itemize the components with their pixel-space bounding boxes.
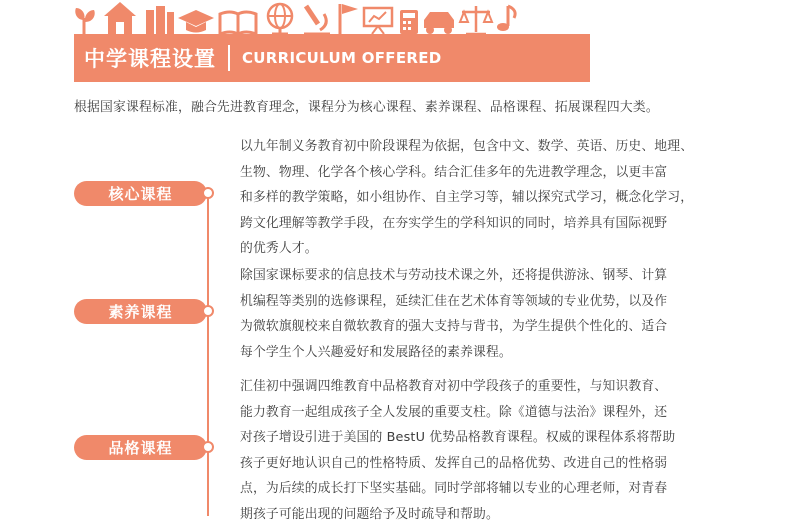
tag-core-courses: 核心课程 — [74, 181, 207, 206]
text-line: 期孩子可能出现的问题给予及时疏导和帮助。 — [240, 502, 700, 527]
text-line: 跨文化理解等教学手段，在夯实学生的学科知识的同时，培养具有国际视野 — [240, 211, 700, 237]
flag-icon — [340, 4, 358, 34]
text-line: 除国家课标要求的信息技术与劳动技术课之外，还将提供游泳、钢琴、计算 — [240, 263, 700, 289]
text-line: 以九年制义务教育初中阶段课程为依据，包含中文、数学、英语、历史、地理、 — [240, 134, 700, 160]
presentation-board-icon — [364, 8, 392, 34]
text-line: 汇佳初中强调四维教育中品格教育对初中学段孩子的重要性，与知识教育、 — [240, 374, 700, 400]
graduation-cap-icon — [178, 10, 214, 33]
timeline-line — [207, 190, 209, 516]
microscope-icon — [304, 6, 330, 34]
text-line: 的优秀人才。 — [240, 236, 700, 262]
tag-literacy-courses: 素养课程 — [74, 299, 207, 324]
page-title: 中学课程设置 — [74, 43, 216, 73]
globe-icon — [268, 4, 292, 34]
house-icon — [104, 2, 136, 34]
text-line: 能力教育一起组成孩子全人发展的重要支柱。除《道德与法治》课程外，还 — [240, 400, 700, 426]
books-icon — [146, 6, 174, 34]
calculator-icon — [400, 10, 418, 34]
tag-character-courses: 品格课程 — [74, 435, 207, 460]
open-book-icon — [220, 12, 256, 34]
text-line: 对孩子增设引进于美国的 BestU 优势品格教育课程。权威的课程体系将帮助 — [240, 425, 700, 451]
text-line: 和多样的教学策略，如小组协作、自主学习等，辅以探究式学习，概念化学习， — [240, 185, 700, 211]
character-courses-description — [240, 374, 700, 527]
text-line: 孩子更好地认识自己的性格特质、发挥自己的品格优势、改进自己的性格弱 — [240, 451, 700, 477]
timeline-node — [202, 187, 214, 199]
text-line: 点，为后续的成长打下坚实基础。同时学部将辅以专业的心理老师，对青春 — [240, 476, 700, 502]
text-line: 每个学生个人兴趣爱好和发展路径的素养课程。 — [240, 340, 700, 366]
text-line: 机编程等类别的选修课程，延续汇佳在艺术体育等领域的专业优势，以及作 — [240, 289, 700, 315]
core-courses-description — [240, 134, 700, 262]
plant-icon — [75, 8, 94, 34]
literacy-courses-description — [240, 263, 700, 365]
scales-icon — [460, 6, 492, 34]
text-line: 生物、物理、化学各个核心学科。结合汇佳多年的先进教学理念，以更丰富 — [240, 160, 700, 186]
car-icon — [424, 12, 454, 34]
section-header-banner — [74, 34, 590, 82]
header-icon-strip — [74, 0, 522, 34]
page-subtitle: CURRICULUM OFFERED — [242, 49, 442, 67]
timeline-node — [202, 305, 214, 317]
music-note-icon — [497, 6, 515, 31]
text-line: 为微软旗舰校来自微软教育的强大支持与背书，为学生提供个性化的、适合 — [240, 314, 700, 340]
intro-text: 根据国家课程标准，融合先进教育理念，课程分为核心课程、素养课程、品格课程、拓展课程四大类。 — [74, 96, 774, 115]
title-divider — [228, 45, 230, 71]
timeline-node — [202, 441, 214, 453]
